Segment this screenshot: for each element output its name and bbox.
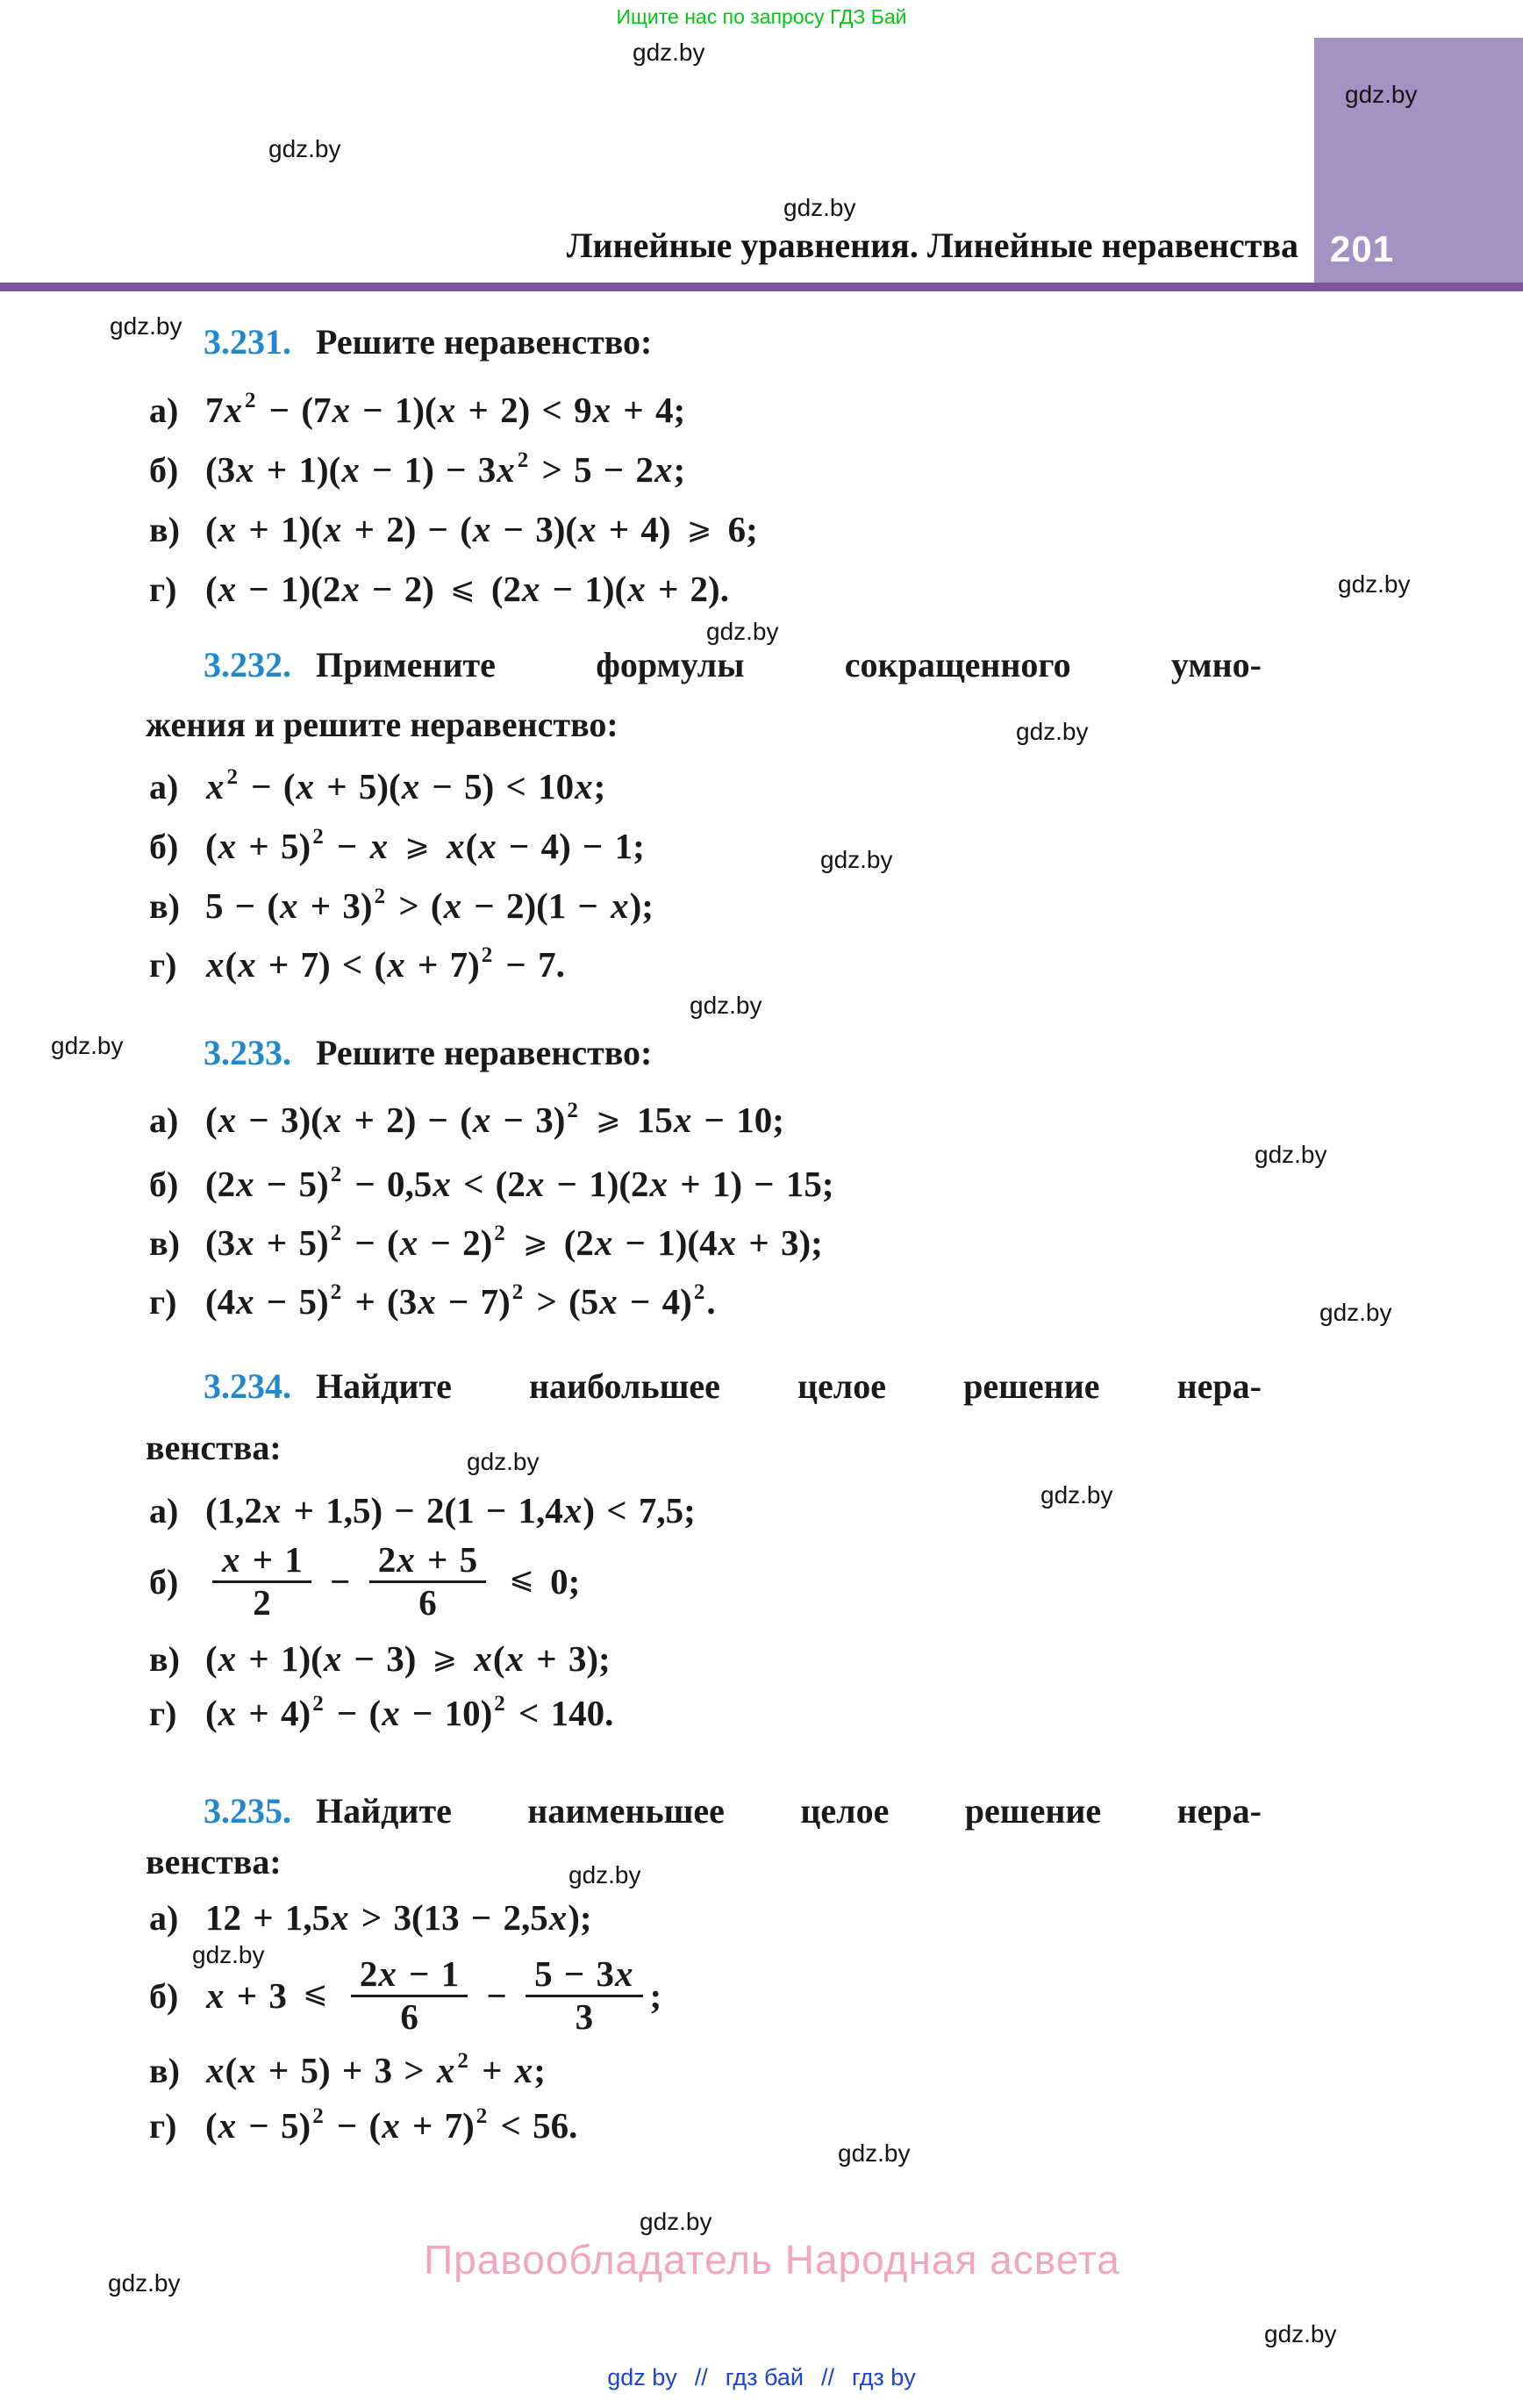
gdz-watermark: gdz.by (690, 992, 762, 1019)
math-expression: $(3x + 5)^2 - (x - 2)^2$ ⩾ (2x − 1)(4x + 3); (205, 1222, 823, 1263)
variable-x: x (673, 1100, 692, 1140)
variable-x: x (611, 885, 629, 926)
variable-x: x (418, 1281, 436, 1322)
gdz-watermark: gdz.by (467, 1448, 540, 1475)
math-expression: x $^2$ − (x + 5)(x − 5) < 10x; (206, 765, 606, 806)
gdz-watermark: gdz.by (640, 2208, 712, 2235)
variable-x: x (218, 509, 237, 549)
variable-x: x (218, 826, 237, 866)
footer-copyright: Правообладатель Народная асвета (424, 2237, 1120, 2283)
problem-intro-text: Примените формулы сокращенного умно- (316, 645, 1262, 684)
problem-heading-3.232-line2 (146, 704, 618, 745)
gdz-watermark: gdz.by (1338, 570, 1411, 598)
variable-x: x (526, 1164, 545, 1204)
math-expression: $x(x + 7) < (x + 7)^2 - 7$. (206, 943, 565, 985)
math-expression: $(4x - 5)^2 + (3x - 7)^2 > (5x - 4)^2$. (205, 1280, 716, 1322)
item-label: г) (149, 1694, 177, 1733)
variable-x: x (331, 1897, 349, 1938)
math-expression: $(2x - 5)^2 - 0,5x < (2x - 1)(2x + 1) - 15$; (205, 1163, 834, 1204)
problem-item (149, 1099, 784, 1141)
less-or-equal-sign: ⩽ (303, 1975, 328, 2010)
problem-intro-text: Найдите наибольшее целое решение нера- (316, 1366, 1262, 1406)
exponent: 2 (567, 1099, 578, 1122)
variable-x: x (399, 1222, 418, 1263)
variable-x: x (323, 1100, 342, 1140)
gdz-watermark: gdz.by (1319, 1299, 1392, 1326)
fraction: $\frac{x + 1}{2}$ (212, 1540, 311, 1623)
variable-x: x (206, 1975, 225, 2016)
header-divider (0, 283, 1523, 291)
problem-number: 3.232. (204, 645, 291, 684)
item-label: в) (149, 886, 180, 926)
variable-x: x (206, 2050, 225, 2090)
variable-x: x (563, 1490, 583, 1530)
greater-or-equal-sign: ⩾ (686, 512, 712, 547)
exponent: 2 (312, 825, 324, 849)
item-label: а) (149, 1100, 179, 1140)
variable-x: x (472, 509, 491, 549)
problem-intro-text: жения и решите неравенство: (146, 705, 618, 744)
problem-heading-3.235-line1 (204, 1790, 1262, 1831)
variable-x: x (238, 2050, 256, 2090)
variable-x: x (478, 826, 497, 866)
gdz-watermark: gdz.by (1040, 1481, 1113, 1509)
variable-x: x (522, 569, 540, 609)
variable-x: x (369, 826, 389, 866)
item-label: б) (149, 1561, 179, 1602)
top-banner: Ищите нас по запросу ГДЗ Бай (616, 5, 907, 28)
variable-x: x (341, 569, 360, 609)
item-label: в) (149, 2051, 180, 2090)
problem-item (149, 448, 685, 491)
gdz-watermark: gdz.by (1345, 81, 1418, 108)
problem-heading-3.234-line1 (204, 1365, 1262, 1407)
exponent: 2 (374, 885, 386, 908)
math-expression: $5 - (x + 3)^2 > (x - 2)(1 - x)$; (205, 885, 654, 926)
gdz-watermark: gdz.by (108, 2269, 181, 2297)
math-expression: (x − 1)(2x − 2) ⩽ (2x − 1)(x + 2). (205, 569, 729, 609)
exponent: 2 (312, 1692, 324, 1716)
greater-or-equal-sign: ⩾ (523, 1225, 548, 1260)
problem-item (149, 1692, 613, 1734)
page-number: 201 (1330, 228, 1395, 269)
math-expression: x(x + 5) + 3 > x $^2$ + x; (206, 2049, 546, 2090)
problem-item (149, 825, 645, 867)
variable-x: x (236, 1281, 254, 1322)
variable-x: x (447, 826, 465, 866)
item-label: г) (149, 570, 177, 609)
variable-x: x (615, 1953, 633, 1994)
gdz-watermark: gdz.by (1016, 718, 1089, 745)
math-expression: $(x - 3)(x + 2) - (x - 3)^2$ ⩾ 15x − 10; (205, 1099, 784, 1140)
footer-link-1[interactable]: gdz by (607, 2364, 677, 2390)
gdz-watermark: gdz.by (268, 135, 341, 162)
variable-x: x (218, 2105, 237, 2146)
exponent: 2 (517, 448, 529, 472)
variable-x: x (594, 1222, 613, 1263)
exponent: 2 (312, 2104, 324, 2128)
variable-x: x (387, 944, 405, 985)
exponent: 2 (693, 1280, 705, 1304)
page-title: Линейные уравнения. Линейные неравенства (566, 226, 1298, 265)
variable-x: x (378, 1953, 397, 1994)
exponent: 2 (226, 765, 238, 789)
exponent: 2 (481, 943, 493, 967)
problem-item (149, 568, 729, 610)
math-expression: (x + 1)(x + 2) − (x − 3)(x + 4) ⩾ 6; (205, 509, 758, 549)
math-expression: (1,2x + 1,5) − 2(1 − 1,4x) < 7,5; (205, 1490, 696, 1530)
problem-item (149, 389, 685, 431)
gdz-watermark: gdz.by (706, 618, 779, 645)
greater-or-equal-sign: ⩾ (596, 1102, 621, 1137)
problem-heading-3.231-line1 (204, 321, 652, 362)
item-label: г) (149, 945, 177, 985)
variable-x: x (218, 1100, 237, 1140)
math-expression: $(x - 5)^2 - (x + 7)^2 < 56$. (205, 2104, 578, 2146)
footer-links (0, 2364, 1523, 2391)
greater-or-equal-sign: ⩾ (432, 1641, 458, 1676)
variable-x: x (627, 569, 646, 609)
problem-intro-text: Решите неравенство: (316, 322, 653, 362)
math-expression: (3x + 1)(x − 1) − 3x $^2$ > 5 − 2x; (205, 448, 686, 490)
problem-item (149, 1638, 611, 1680)
problem-number: 3.235. (204, 1791, 291, 1831)
math-expression: (x + 1)(x − 3) ⩾ x(x + 3); (205, 1638, 611, 1679)
item-label: в) (149, 1223, 180, 1263)
problem-item (149, 885, 654, 927)
problem-heading-3.235-line2 (146, 1841, 282, 1882)
exponent: 2 (330, 1163, 342, 1186)
variable-x: x (472, 1100, 491, 1140)
greater-or-equal-sign: ⩾ (404, 828, 430, 864)
variable-x: x (280, 885, 298, 926)
problem-number: 3.234. (204, 1366, 291, 1406)
problem-intro-text: Найдите наименьшее целое решение нера- (316, 1791, 1262, 1831)
item-label: б) (149, 827, 179, 866)
variable-x: x (224, 390, 242, 430)
exponent: 2 (457, 2049, 468, 2073)
variable-x: x (548, 1897, 568, 1938)
item-label: б) (149, 1165, 179, 1204)
gdz-watermark: gdz.by (783, 194, 856, 221)
variable-x: x (599, 1281, 618, 1322)
gdz-watermark: gdz.by (110, 312, 182, 340)
exponent: 2 (245, 389, 256, 412)
problem-item (149, 508, 758, 550)
problem-intro-text: венства: (146, 1428, 282, 1467)
math-expression: $(x + 4)^2 - (x - 10)^2 < 140$. (205, 1692, 614, 1733)
problem-item (149, 1953, 661, 2038)
problem-item (149, 943, 565, 985)
variable-x: x (397, 1538, 415, 1580)
problem-number: 3.233. (204, 1033, 291, 1072)
variable-x: x (433, 1164, 451, 1204)
footer-link-2[interactable]: гдз бай (725, 2364, 804, 2390)
footer-link-separator: // (820, 2364, 834, 2390)
variable-x: x (206, 944, 225, 985)
exponent: 2 (511, 1280, 524, 1304)
variable-x: x (236, 1164, 254, 1204)
footer-link-separator: // (694, 2364, 708, 2390)
item-label: в) (149, 510, 180, 549)
fraction: $\frac{2x + 5}{6}$ (369, 1540, 486, 1623)
variable-x: x (718, 1222, 737, 1263)
less-or-equal-sign: ⩽ (450, 571, 475, 606)
footer-link-3[interactable]: гдз by (852, 2364, 916, 2390)
item-label: в) (149, 1639, 180, 1679)
math-expression: x + 3 ⩽ $\frac{2x - 1}{6}$ − $\frac{5 - 3x}{3}$ ; (206, 1953, 662, 2037)
gdz-watermark: gdz.by (633, 39, 705, 66)
variable-x: x (578, 509, 597, 549)
fraction: $\frac{2x - 1}{6}$ (351, 1954, 468, 2038)
variable-x: x (474, 1638, 492, 1679)
variable-x: x (654, 449, 673, 490)
variable-x: x (382, 1693, 400, 1733)
math-expression: 12 + 1,5x > 3(13 − 2,5x); (205, 1897, 592, 1938)
variable-x: x (505, 1638, 525, 1679)
gdz-watermark: gdz.by (1255, 1141, 1327, 1168)
fraction: $\frac{5 - 3x}{3}$ (526, 1954, 642, 2038)
gdz-watermark: gdz.by (838, 2139, 911, 2167)
math-expression: $\frac{x + 1}{2}$ − $\frac{2x + 5}{6}$ ⩽ 0; (205, 1540, 580, 1623)
gdz-watermark: gdz.by (568, 1861, 641, 1888)
page-number-box (1314, 38, 1523, 283)
item-label: а) (149, 767, 179, 806)
item-label: а) (149, 1898, 179, 1938)
problem-item (149, 1539, 580, 1623)
variable-x: x (382, 2105, 400, 2146)
item-label: г) (149, 2106, 177, 2146)
problem-item (149, 1222, 823, 1264)
variable-x: x (236, 1222, 254, 1263)
exponent: 2 (494, 1692, 505, 1716)
math-expression: 7x $^2$ − (7x − 1)(x + 2) < 9x + 4; (205, 389, 686, 430)
math-expression: $(x + 5)^2 - x$ ⩾ x(x − 4) − 1; (205, 825, 645, 866)
variable-x: x (332, 390, 351, 430)
variable-x: x (323, 1638, 342, 1679)
variable-x: x (575, 766, 593, 806)
exponent: 2 (475, 2104, 488, 2128)
problem-item (149, 1489, 696, 1531)
item-label: б) (149, 450, 179, 490)
variable-x: x (222, 1538, 240, 1580)
variable-x: x (341, 449, 360, 490)
problem-intro-text: венства: (146, 1842, 282, 1881)
variable-x: x (514, 2050, 533, 2090)
variable-x: x (236, 449, 254, 490)
item-label: а) (149, 391, 179, 430)
gdz-watermark: gdz.by (192, 1941, 265, 1968)
variable-x: x (206, 766, 225, 806)
variable-x: x (649, 1164, 669, 1204)
variable-x: x (218, 1638, 237, 1679)
less-or-equal-sign: ⩽ (509, 1561, 534, 1596)
gdz-watermark: gdz.by (51, 1032, 124, 1059)
variable-x: x (436, 2050, 455, 2090)
problem-heading-3.234-line2 (146, 1427, 282, 1468)
problem-item (149, 1896, 592, 1939)
variable-x: x (262, 1490, 282, 1530)
variable-x: x (218, 1693, 237, 1733)
variable-x: x (443, 885, 462, 926)
variable-x: x (296, 766, 315, 806)
variable-x: x (238, 944, 256, 985)
problem-intro-text: Решите неравенство: (316, 1033, 653, 1072)
variable-x: x (437, 390, 456, 430)
variable-x: x (592, 390, 611, 430)
variable-x: x (218, 569, 237, 609)
exponent: 2 (330, 1222, 342, 1245)
variable-x: x (323, 509, 342, 549)
problem-heading-3.233-line1 (204, 1032, 652, 1073)
gdz-watermark: gdz.by (1264, 2320, 1337, 2347)
problem-item (149, 765, 605, 807)
variable-x: x (497, 449, 515, 490)
exponent: 2 (330, 1280, 342, 1304)
problem-item (149, 1163, 834, 1205)
item-label: а) (149, 1491, 179, 1530)
problem-item (149, 1280, 716, 1322)
problem-number: 3.231. (204, 322, 291, 362)
problem-heading-3.232-line1 (204, 644, 1262, 685)
exponent: 2 (494, 1222, 505, 1245)
variable-x: x (401, 766, 420, 806)
problem-item (149, 2049, 546, 2091)
item-label: б) (149, 1975, 179, 2016)
gdz-watermark: gdz.by (820, 846, 893, 873)
problem-item (149, 2104, 577, 2146)
item-label: г) (149, 1282, 177, 1322)
